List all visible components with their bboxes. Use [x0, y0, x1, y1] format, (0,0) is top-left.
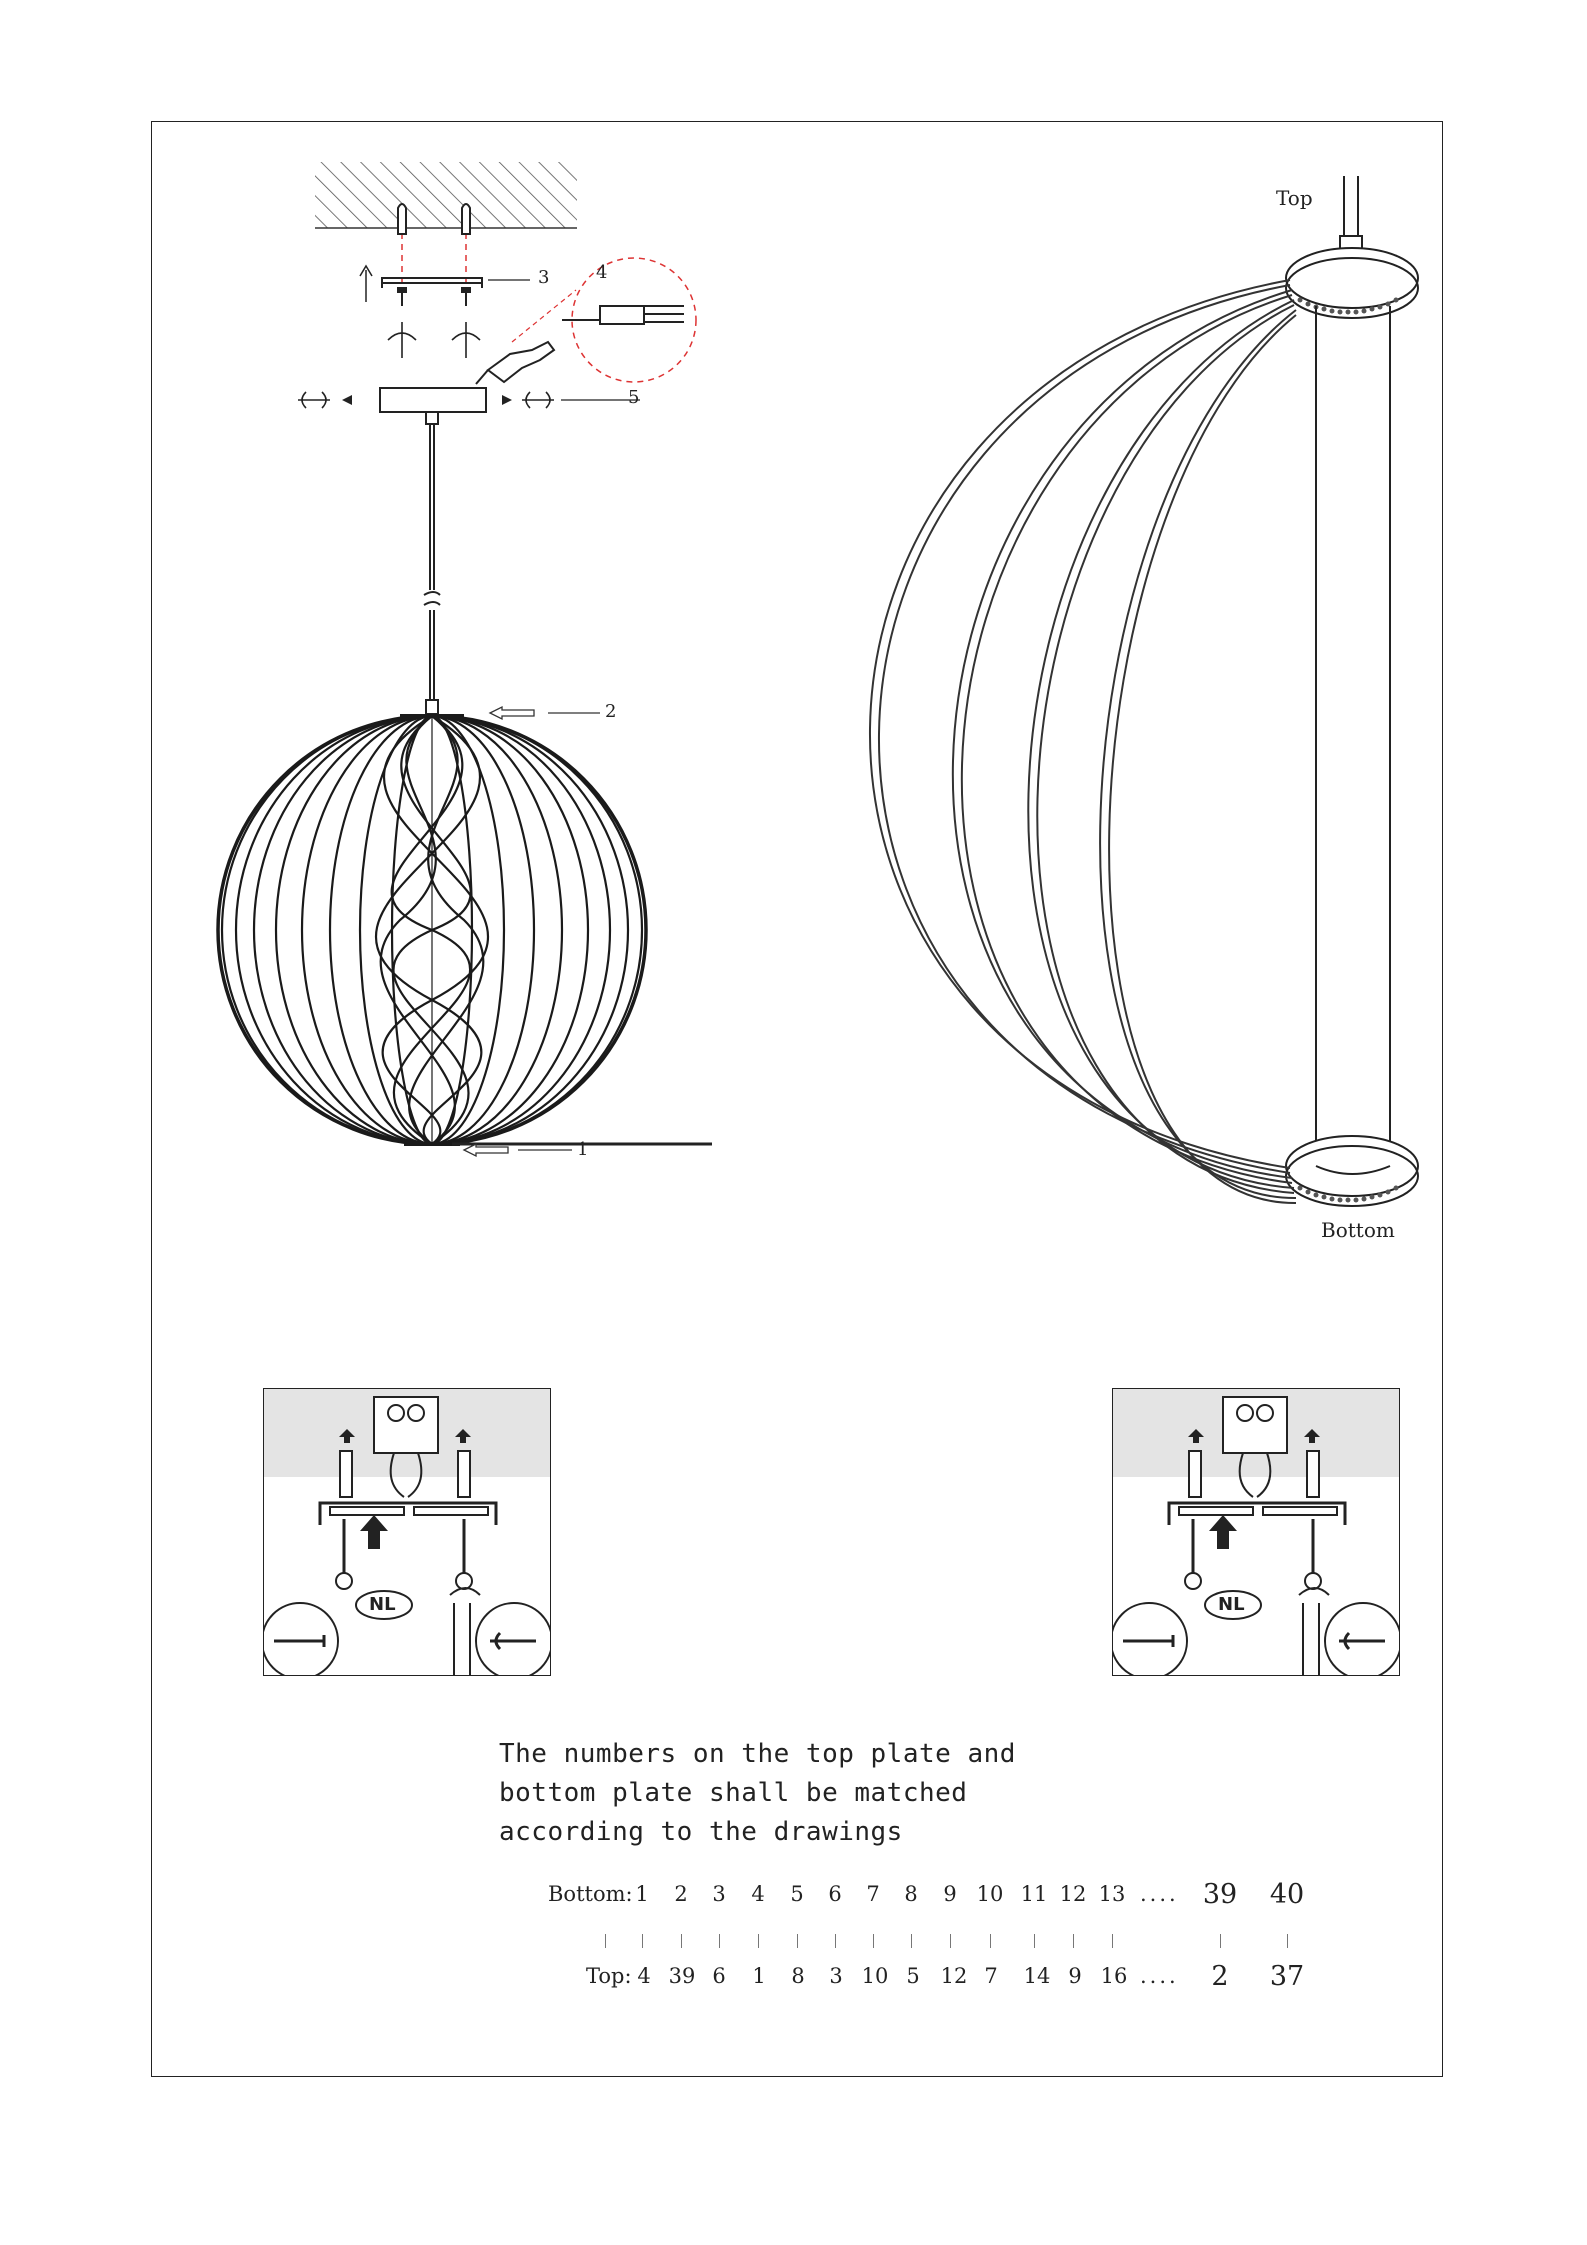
- top-tail-value: 37: [1269, 1961, 1305, 1992]
- instruction-line-2: bottom plate shall be matched: [499, 1778, 968, 1808]
- top-value: 6: [712, 1964, 726, 1988]
- bottom-value: 7: [866, 1882, 880, 1906]
- bottom-value: 11: [1020, 1882, 1048, 1906]
- top-tail-value: 2: [1211, 1961, 1229, 1992]
- photo-left-badge: NL: [369, 1594, 396, 1615]
- bottom-value: 9: [943, 1882, 957, 1906]
- top-caption: Top:: [586, 1964, 632, 1988]
- instruction-line-3: according to the drawings: [499, 1817, 903, 1847]
- center-column: [1316, 306, 1390, 1158]
- top-value: 5: [906, 1964, 920, 1988]
- part-label-5: 5: [628, 387, 640, 408]
- top-value: 16: [1100, 1964, 1128, 1988]
- part-label-4: 4: [596, 262, 608, 283]
- bottom-tail-value: 39: [1202, 1879, 1238, 1910]
- bottom-caption: Bottom:: [548, 1882, 633, 1906]
- bottom-value: 8: [904, 1882, 918, 1906]
- bottom-label: Bottom: [1321, 1218, 1395, 1242]
- bottom-tail-value: 40: [1269, 1879, 1305, 1910]
- bottom-numbers-row: [0, 1879, 1587, 1918]
- wire-arcs: [870, 280, 1296, 1203]
- photo-right-badge: NL: [1218, 1594, 1245, 1615]
- bottom-value: 5: [790, 1882, 804, 1906]
- top-value: 4: [637, 1964, 651, 1988]
- instruction-text: [499, 1735, 1059, 1852]
- top-value: 39: [668, 1964, 696, 1988]
- top-value: 7: [984, 1964, 998, 1988]
- part-label-3: 3: [538, 267, 550, 288]
- bottom-plate: [1286, 1136, 1418, 1206]
- installation-photo-right-drawing: [1113, 1389, 1400, 1676]
- top-value: 3: [829, 1964, 843, 1988]
- installation-photo-right: [1112, 1388, 1400, 1676]
- bottom-ellipsis: ....: [1140, 1882, 1179, 1906]
- top-value: 1: [752, 1964, 766, 1988]
- part-label-2: 2: [605, 701, 617, 722]
- top-label: Top: [1276, 186, 1313, 210]
- mapping-ticks: [0, 1934, 1587, 1948]
- bottom-value: 13: [1098, 1882, 1126, 1906]
- bottom-value: 2: [674, 1882, 688, 1906]
- part-label-1: 1: [577, 1139, 589, 1160]
- bottom-value: 10: [976, 1882, 1004, 1906]
- bottom-value: 6: [828, 1882, 842, 1906]
- bottom-value: 12: [1059, 1882, 1087, 1906]
- top-value: 8: [791, 1964, 805, 1988]
- top-value: 14: [1023, 1964, 1051, 1988]
- bottom-value: 4: [751, 1882, 765, 1906]
- bottom-value: 3: [712, 1882, 726, 1906]
- top-value: 12: [940, 1964, 968, 1988]
- top-ellipsis: ....: [1140, 1964, 1179, 1988]
- installation-photo-left-drawing: [264, 1389, 551, 1676]
- top-value: 9: [1068, 1964, 1082, 1988]
- top-numbers-row: [0, 1961, 1587, 2000]
- bottom-value: 1: [635, 1882, 649, 1906]
- instruction-line-1: The numbers on the top plate and: [499, 1739, 1016, 1769]
- top-value: 10: [861, 1964, 889, 1988]
- installation-photo-left: [263, 1388, 551, 1676]
- top-plate: [1286, 248, 1418, 318]
